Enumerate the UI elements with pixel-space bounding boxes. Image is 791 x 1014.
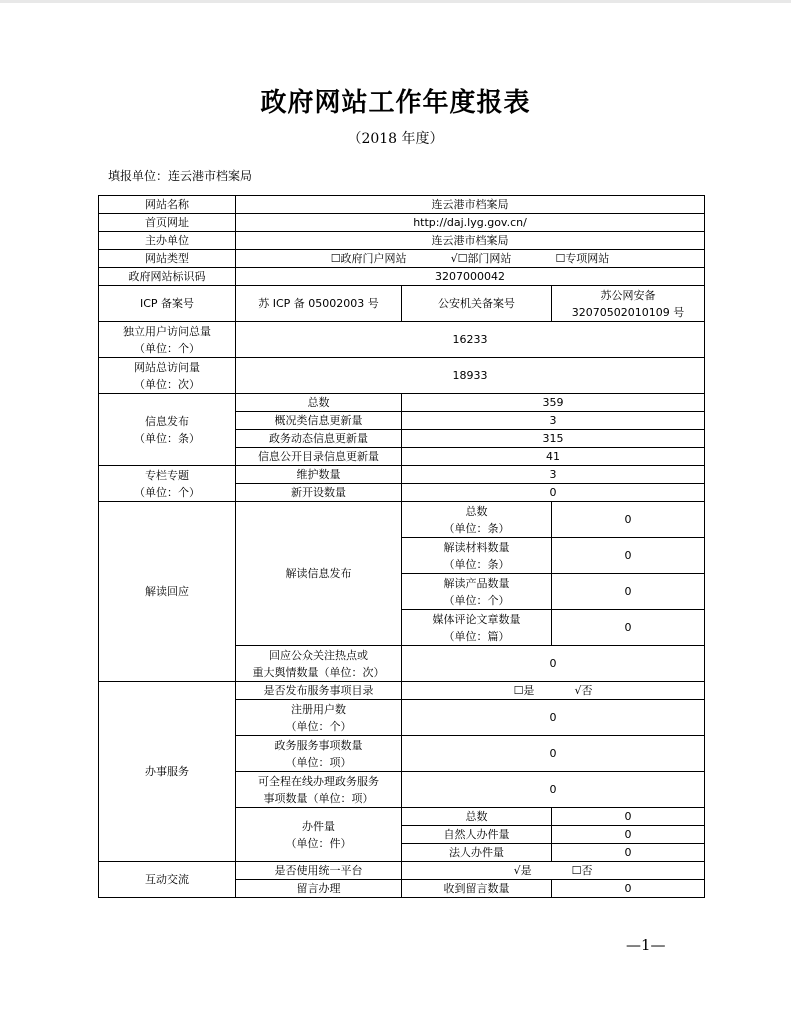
svc-online-value: 0 xyxy=(402,772,705,808)
topic-maintain-value: 3 xyxy=(402,466,705,484)
interp-media-line2: （单位：篇） xyxy=(443,629,510,643)
topic-label-line1: 专栏专题 xyxy=(145,468,189,482)
table-row xyxy=(99,196,705,214)
interp-material-line2: （单位：条） xyxy=(443,557,510,571)
reporting-unit: 填报单位：连云港市档案局 xyxy=(108,169,253,183)
svc-items-value: 0 xyxy=(402,736,705,772)
unique-visitors-label xyxy=(99,322,236,358)
table-row xyxy=(99,394,705,412)
icp-value: 苏 ICP 备 05002003 号 xyxy=(236,286,402,322)
icp-label: ICP 备案号 xyxy=(99,286,236,322)
report-table xyxy=(98,195,705,898)
svc-online-line1: 可全程在线办理政务服务 xyxy=(258,774,379,788)
info-total-label: 总数 xyxy=(236,394,402,412)
pv-label-line1: 网站总访问量 xyxy=(134,360,200,374)
interpretation-label: 解读回应 xyxy=(99,502,236,682)
svc-online-line2: 事项数量（单位：项） xyxy=(263,791,374,805)
table-row xyxy=(99,232,705,250)
table-row xyxy=(99,322,705,358)
info-overview-label: 概况类信息更新量 xyxy=(236,412,402,430)
interp-total-value: 0 xyxy=(552,502,705,538)
inter-platform-label: 是否使用统一平台 xyxy=(236,862,402,880)
type-option-department: √☐部门网站 xyxy=(450,252,512,265)
interp-material-label xyxy=(402,538,552,574)
site-type-options xyxy=(236,250,705,268)
interp-publish-label: 解读信息发布 xyxy=(236,502,402,646)
interp-product-line1: 解读产品数量 xyxy=(443,576,510,590)
inter-platform-yes: √是 xyxy=(513,864,532,877)
svc-users-line2: （单位：个） xyxy=(285,719,352,733)
unique-visitors-value: 16233 xyxy=(236,322,705,358)
site-name-label: 网站名称 xyxy=(99,196,236,214)
interp-response-label xyxy=(236,646,402,682)
home-url-value: http://daj.lyg.gov.cn/ xyxy=(236,214,705,232)
uv-label-line2: （单位：个） xyxy=(134,341,200,355)
svc-cases-total-label: 总数 xyxy=(402,808,552,826)
police-record-line2: 32070502010109 号 xyxy=(571,305,685,319)
table-row xyxy=(99,250,705,268)
page-top-edge xyxy=(0,0,791,3)
interp-response-line2: 重大舆情数量（单位：次） xyxy=(252,665,385,679)
svc-items-line2: （单位：项） xyxy=(285,755,352,769)
table-row xyxy=(99,358,705,394)
svc-cases-corp-value: 0 xyxy=(552,844,705,862)
interp-total-line2: （单位：条） xyxy=(443,521,510,535)
type-option-special: ☐专项网站 xyxy=(555,252,610,265)
site-name-value: 连云港市档案局 xyxy=(236,196,705,214)
document-title: 政府网站工作年度报表 xyxy=(260,88,531,118)
site-id-label: 政府网站标识码 xyxy=(99,268,236,286)
topic-label xyxy=(99,466,236,502)
interp-response-line1: 回应公众关注热点或 xyxy=(269,648,368,662)
interaction-label: 互动交流 xyxy=(99,862,236,898)
svc-users-label xyxy=(236,700,402,736)
home-url-label: 首页网址 xyxy=(99,214,236,232)
svc-cases-label xyxy=(236,808,402,862)
svc-cases-person-value: 0 xyxy=(552,826,705,844)
svc-catalog-value xyxy=(402,682,705,700)
police-record-value xyxy=(552,286,705,322)
svc-items-label xyxy=(236,736,402,772)
interp-product-value: 0 xyxy=(552,574,705,610)
sponsor-label: 主办单位 xyxy=(99,232,236,250)
svc-cases-corp-label: 法人办件量 xyxy=(402,844,552,862)
svc-cases-line1: 办件量 xyxy=(302,819,335,833)
inter-msg-label: 留言办理 xyxy=(236,880,402,898)
info-news-value: 315 xyxy=(402,430,705,448)
table-row xyxy=(99,862,705,880)
svc-catalog-no: √否 xyxy=(574,684,593,697)
info-news-label: 政务动态信息更新量 xyxy=(236,430,402,448)
inter-msg-recv-value: 0 xyxy=(552,880,705,898)
topic-maintain-label: 维护数量 xyxy=(236,466,402,484)
table-row xyxy=(99,466,705,484)
uv-label-line1: 独立用户访问总量 xyxy=(123,324,211,338)
police-record-label: 公安机关备案号 xyxy=(402,286,552,322)
table-row xyxy=(99,268,705,286)
svc-users-line1: 注册用户数 xyxy=(291,702,346,716)
page-views-label xyxy=(99,358,236,394)
page-views-value: 18933 xyxy=(236,358,705,394)
interp-total-label xyxy=(402,502,552,538)
table-row xyxy=(99,502,705,538)
inter-platform-value xyxy=(402,862,705,880)
interp-response-value: 0 xyxy=(402,646,705,682)
sponsor-value: 连云港市档案局 xyxy=(236,232,705,250)
info-label-line1: 信息发布 xyxy=(145,414,189,428)
interp-material-value: 0 xyxy=(552,538,705,574)
svc-cases-line2: （单位：件） xyxy=(285,836,352,850)
interp-media-label xyxy=(402,610,552,646)
pv-label-line2: （单位：次） xyxy=(134,377,200,391)
topic-new-label: 新开设数量 xyxy=(236,484,402,502)
svc-items-line1: 政务服务事项数量 xyxy=(274,738,363,752)
info-total-value: 359 xyxy=(402,394,705,412)
svc-cases-total-value: 0 xyxy=(552,808,705,826)
interp-material-line1: 解读材料数量 xyxy=(443,540,510,554)
site-id-value: 3207000042 xyxy=(236,268,705,286)
svc-catalog-label: 是否发布服务事项目录 xyxy=(236,682,402,700)
table-row xyxy=(99,682,705,700)
table-row xyxy=(99,286,705,322)
report-year: （2018 年度） xyxy=(347,131,444,147)
topic-label-line2: （单位：个） xyxy=(134,485,200,499)
info-open-label: 信息公开目录信息更新量 xyxy=(236,448,402,466)
info-publish-label xyxy=(99,394,236,466)
svc-cases-person-label: 自然人办件量 xyxy=(402,826,552,844)
site-type-label: 网站类型 xyxy=(99,250,236,268)
interp-media-value: 0 xyxy=(552,610,705,646)
interp-product-label xyxy=(402,574,552,610)
interp-product-line2: （单位：个） xyxy=(443,593,510,607)
table-row xyxy=(99,214,705,232)
inter-platform-no: ☐否 xyxy=(571,864,593,877)
svc-online-label xyxy=(236,772,402,808)
type-option-portal: ☐政府门户网站 xyxy=(330,252,407,265)
topic-new-value: 0 xyxy=(402,484,705,502)
svc-users-value: 0 xyxy=(402,700,705,736)
info-label-line2: （单位：条） xyxy=(134,431,200,445)
interp-total-line1: 总数 xyxy=(465,504,488,518)
page-number: —1— xyxy=(626,936,666,954)
info-overview-value: 3 xyxy=(402,412,705,430)
info-open-value: 41 xyxy=(402,448,705,466)
police-record-line1: 苏公网安备 xyxy=(600,288,656,302)
svc-catalog-yes: ☐是 xyxy=(513,684,535,697)
interp-media-line1: 媒体评论文章数量 xyxy=(432,612,521,626)
service-label: 办事服务 xyxy=(99,682,236,862)
inter-msg-recv-label: 收到留言数量 xyxy=(402,880,552,898)
